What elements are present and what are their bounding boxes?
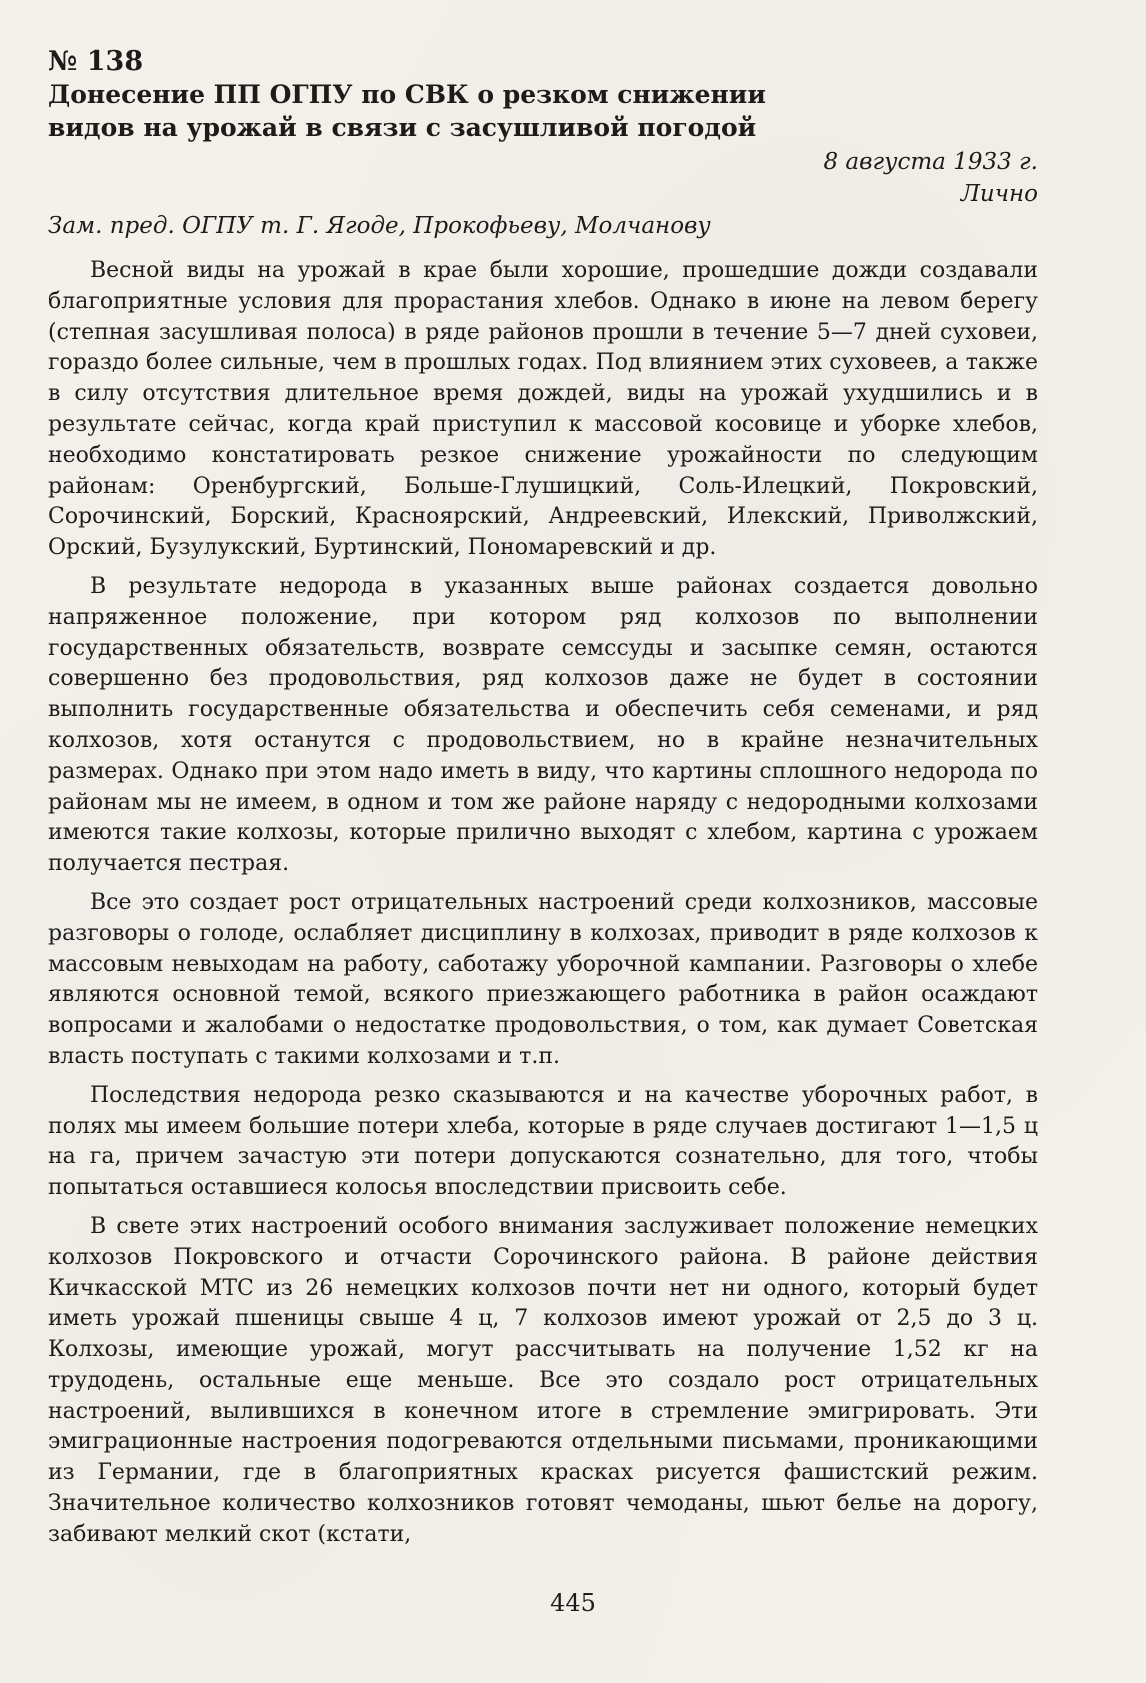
document-title: Донесение ПП ОГПУ по СВК о резком снижении видов на урожай в связи с засушливой погодой xyxy=(48,80,766,142)
document-content xyxy=(48,46,1038,1559)
page-number: 445 xyxy=(550,1589,596,1617)
paragraph-2: В результате недорода в указанных выше районах создается довольно напряженное положение, при котором ряд колхозов по выполнении государственных обязательств, возврате семссуды и засыпке семян, остаются совершенно без продовольствия, ряд колхозов даже не будет в состоянии выполнить государственные обязательства и обеспечить себя семенами, и ряд колхозов, хотя останутся с продовольствием, но в крайне незначительных размерах. Однако при этом надо иметь в виду, что картины сплошного недорода по районам мы не имеем, в одном и том же районе наряду с недородными колхозами имеются такие колхозы, которые прилично выходят с хлебом, картина с урожаем получается пестрая. xyxy=(48,573,1038,877)
paragraph-1: Весной виды на урожай в крае были хорошие, прошедшие дожди создавали благоприятные условия для прорастания хлебов. Однако в июне на левом берегу (степная засушливая полоса) в ряде районов прошли в течение 5—7 дней суховеи, гораздо более сильные, чем в прошлых годах. Под влиянием этих суховеев, а также в силу отсутствия длительное время дождей, виды на урожай ухудшились и в результате сейчас, когда край приступил к массовой косовице и уборке хлебов, необходимо констатировать резкое снижение урожайности по следующим районам: Оренбургский, Больше-Глушицкий, Соль-Илецкий, Покровский, Сорочинский, Борский, Красноярский, Андреевский, Илекский, Приволжский, Орский, Бузулукский, Буртинский, Пономаревский и др. xyxy=(48,258,1038,561)
document-date: 8 августа 1933 г. xyxy=(823,149,1038,175)
document-number: № 138 xyxy=(48,46,144,77)
paragraph-3: Все это создает рост отрицательных настроений среди колхозников, массовые разговоры о голоде, ослабляет дисциплину в колхозах, приводит в ряде колхозов к массовым невыходам на работу, саботажу уборочной кампании. Разговоры о хлебе являются основной темой, всякого приезжающего работника в район осаждают вопросами и жалобами о недостатке продовольствия, о том, как думает Советская власть поступать с такими колхозами и т.п. xyxy=(48,889,1038,1069)
paragraph-5: В свете этих настроений особого внимания заслуживает положение немецких колхозов Покровского и отчасти Сорочинского района. В районе действия Кичкасской МТС из 26 немецких колхозов почти нет ни одного, который будет иметь урожай пшеницы свыше 4 ц, 7 колхозов имеют урожай от 2,5 до 3 ц. Колхозы, имеющие урожай, могут рассчитывать на получение 1,52 кг на трудодень, остальные еще меньше. Все это создало рост отрицательных настроений, вылившихся в конечном итоге в стремление эмигрировать. Эти эмиграционные настроения подогреваются отдельными письмами, проникающими из Германии, где в благоприятных красках рисуется фашистский режим. Значительное количество колхозников готовят чемоданы, шьют белье на дорогу, забивают мелкий скот (кстати, xyxy=(48,1213,1038,1547)
paragraph-4: Последствия недорода резко сказываются и на качестве уборочных работ, в полях мы имеем большие потери хлеба, которые в ряде случаев достигают 1—1,5 ц на га, причем зачастую эти потери допускаются сознательно, для того, чтобы попытаться оставшиеся колосья впоследствии присвоить себе. xyxy=(48,1082,1038,1201)
document-classification: Лично xyxy=(960,181,1038,207)
document-addressee: Зам. пред. ОГПУ т. Г. Ягоде, Прокофьеву, Молчанову xyxy=(48,213,711,239)
